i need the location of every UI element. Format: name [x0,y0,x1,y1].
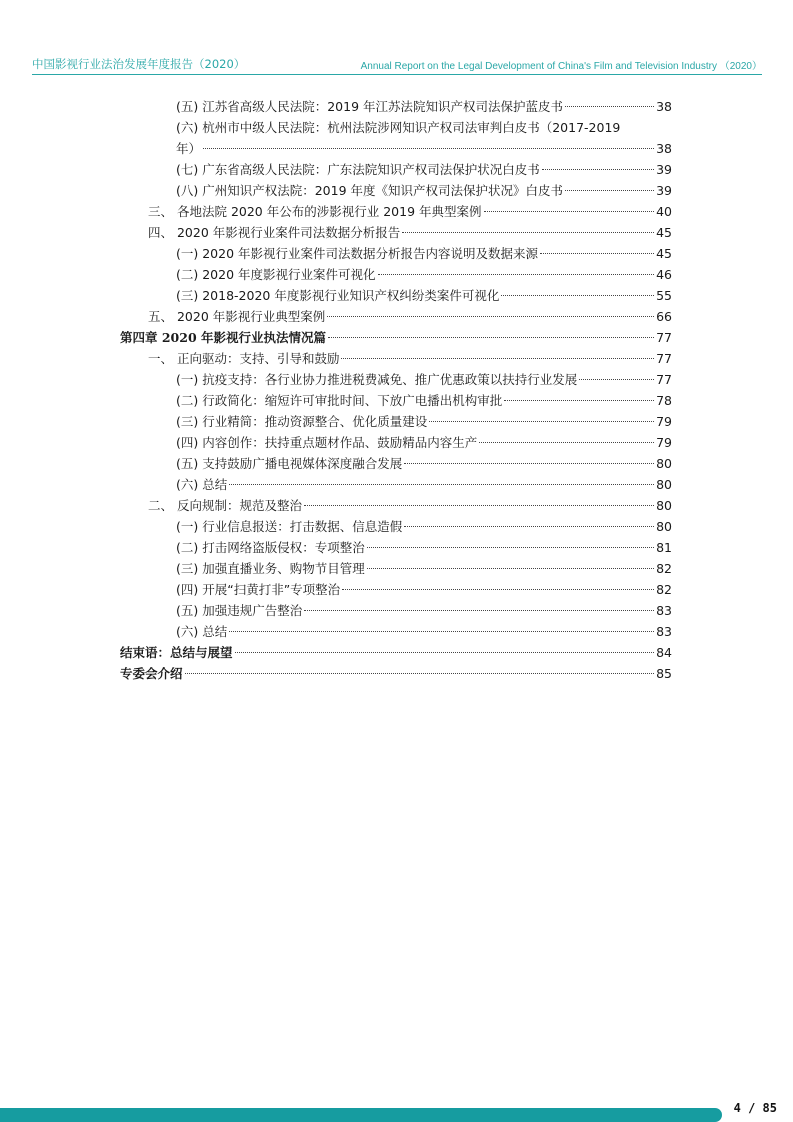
toc-entry[interactable] [148,306,672,327]
toc-entry[interactable] [176,264,672,285]
toc-entry[interactable] [148,201,672,222]
toc-leader-dots [185,673,655,674]
toc-entry-page: 80 [656,519,672,534]
footer-accent-bar [0,1108,722,1122]
toc-leader-dots [229,484,654,485]
toc-leader-dots [327,316,654,317]
toc-entry-title: (五) 江苏省高级人民法院：2019 年江苏法院知识产权司法保护蓝皮书 [176,99,564,114]
toc-entry-page: 84 [656,645,672,660]
page-header [32,54,762,75]
toc-entry-page: 81 [656,540,672,555]
toc-entry-page: 80 [656,477,672,492]
toc-leader-dots [501,295,654,296]
toc-entry-page: 79 [656,414,672,429]
toc-entry[interactable] [148,222,672,243]
toc-entry-title: 年） [176,141,202,156]
toc-entry-page: 79 [656,435,672,450]
toc-chapter-entry[interactable] [120,663,672,684]
toc-entry-title: (六) 总结 [176,624,228,639]
toc-leader-dots [229,631,654,632]
toc-entry-title: (一) 抗疫支持：各行业协力推进税费减免、推广优惠政策以扶持行业发展 [176,372,578,387]
toc-entry[interactable] [176,243,672,264]
toc-entry[interactable] [176,558,672,579]
toc-entry[interactable] [176,600,672,621]
toc-entry-page: 46 [656,267,672,282]
page-number: 4 / 85 [733,1101,777,1115]
toc-entry[interactable] [176,159,672,180]
toc-entry-title: (五) 加强违规广告整治 [176,603,303,618]
toc-entry[interactable] [176,96,672,117]
toc-entry-title: (四) 开展“扫黄打非”专项整治 [176,582,341,597]
toc-entry-title: (二) 2020 年度影视行业案件可视化 [176,267,376,282]
toc-leader-dots [484,211,655,212]
toc-leader-dots [479,442,654,443]
toc-leader-dots [304,505,654,506]
toc-entry-page: 66 [656,309,672,324]
toc-entry-page: 55 [656,288,672,303]
toc-leader-dots [235,652,655,653]
toc-entry-title: (四) 内容创作：扶持重点题材作品、鼓励精品内容生产 [176,435,478,450]
toc-entry-page: 38 [656,141,672,156]
toc-leader-dots [429,421,654,422]
toc-entry[interactable] [148,348,672,369]
toc-entry[interactable] [176,369,672,390]
toc-entry-title: 第四章 2020 年影视行业执法情况篇 [120,330,326,345]
toc-entry-title: (二) 打击网络盗版侵权：专项整治 [176,540,365,555]
toc-leader-dots [504,400,654,401]
toc-leader-dots [203,148,654,149]
toc-entry-page: 77 [656,351,672,366]
toc-entry[interactable] [176,138,672,159]
toc-entry-title: 五、 2020 年影视行业典型案例 [148,309,326,324]
toc-entry-page: 82 [656,582,672,597]
toc-entry-title: (三) 加强直播业务、购物节目管理 [176,561,365,576]
toc-entry-page: 45 [656,246,672,261]
toc-entry-title: (五) 支持鼓励广播电视媒体深度融合发展 [176,456,403,471]
toc-entry-page: 80 [656,456,672,471]
toc-entry[interactable] [176,411,672,432]
toc-leader-dots [304,610,654,611]
toc-entry-page: 77 [656,372,672,387]
toc-entry-page: 45 [656,225,672,240]
toc-entry-page: 40 [656,204,672,219]
header-left-title: 中国影视行业法治发展年度报告（2020） [32,57,246,71]
toc-leader-dots [342,589,654,590]
toc-entry-title: (三) 2018-2020 年度影视行业知识产权纠纷类案件可视化 [176,288,500,303]
toc-leader-dots [565,106,654,107]
toc-leader-dots [404,463,654,464]
toc-entry-title: 三、 各地法院 2020 年公布的涉影视行业 2019 年典型案例 [148,204,482,219]
toc-entry-wrapped-line[interactable] [176,117,620,138]
toc-entry-title: 一、 正向驱动：支持、引导和鼓励 [148,351,340,366]
toc-entry-title: (三) 行业精简：推动资源整合、优化质量建设 [176,414,428,429]
toc-entry-page: 80 [656,498,672,513]
toc-entry[interactable] [176,180,672,201]
toc-entry-page: 78 [656,393,672,408]
toc-entry-title: 专委会介绍 [120,666,183,681]
toc-leader-dots [542,169,654,170]
toc-leader-dots [540,253,654,254]
toc-entry-page: 39 [656,162,672,177]
header-right-title: Annual Report on the Legal Development of China's Film and Television Industry （2020） [360,61,762,72]
toc-entry-title: (二) 行政简化：缩短许可审批时间、下放广电播出机构审批 [176,393,503,408]
toc-leader-dots [404,526,654,527]
toc-entry[interactable] [176,516,672,537]
toc-entry[interactable] [148,495,672,516]
toc-entry[interactable] [176,390,672,411]
toc-entry-title: (七) 广东省高级人民法院：广东法院知识产权司法保护状况白皮书 [176,162,540,177]
toc-entry-title: (六) 杭州市中级人民法院：杭州法院涉网知识产权司法审判白皮书（2017-2019 [176,120,621,135]
toc-entry-title: 四、 2020 年影视行业案件司法数据分析报告 [148,225,401,240]
toc-entry-page: 83 [656,624,672,639]
toc-chapter-entry[interactable] [120,327,672,348]
toc-entry-title: (一) 行业信息报送：打击数据、信息造假 [176,519,403,534]
toc-leader-dots [328,337,654,338]
toc-entry[interactable] [176,621,672,642]
toc-leader-dots [565,190,654,191]
toc-entry[interactable] [176,285,672,306]
toc-entry[interactable] [176,432,672,453]
toc-entry-title: (一) 2020 年影视行业案件司法数据分析报告内容说明及数据来源 [176,246,539,261]
toc-leader-dots [367,547,654,548]
toc-entry-title: 结束语：总结与展望 [120,645,233,660]
toc-chapter-entry[interactable] [120,642,672,663]
toc-leader-dots [378,274,655,275]
toc-entry-title: (六) 总结 [176,477,228,492]
toc-leader-dots [579,379,654,380]
toc-entry-page: 83 [656,603,672,618]
toc-leader-dots [341,358,654,359]
toc-entry-title: (八) 广州知识产权法院：2019 年度《知识产权司法保护状况》白皮书 [176,183,564,198]
toc-entry-page: 85 [656,666,672,681]
toc-entry-page: 38 [656,99,672,114]
toc-entry-title: 二、 反向规制：规范及整治 [148,498,302,513]
toc-entry-page: 77 [656,330,672,345]
toc-entry[interactable] [176,537,672,558]
toc-entry[interactable] [176,453,672,474]
toc-leader-dots [402,232,654,233]
toc-entry-page: 39 [656,183,672,198]
toc-leader-dots [367,568,654,569]
toc-entry[interactable] [176,474,672,495]
toc-entry-page: 82 [656,561,672,576]
toc-entry[interactable] [176,579,672,600]
